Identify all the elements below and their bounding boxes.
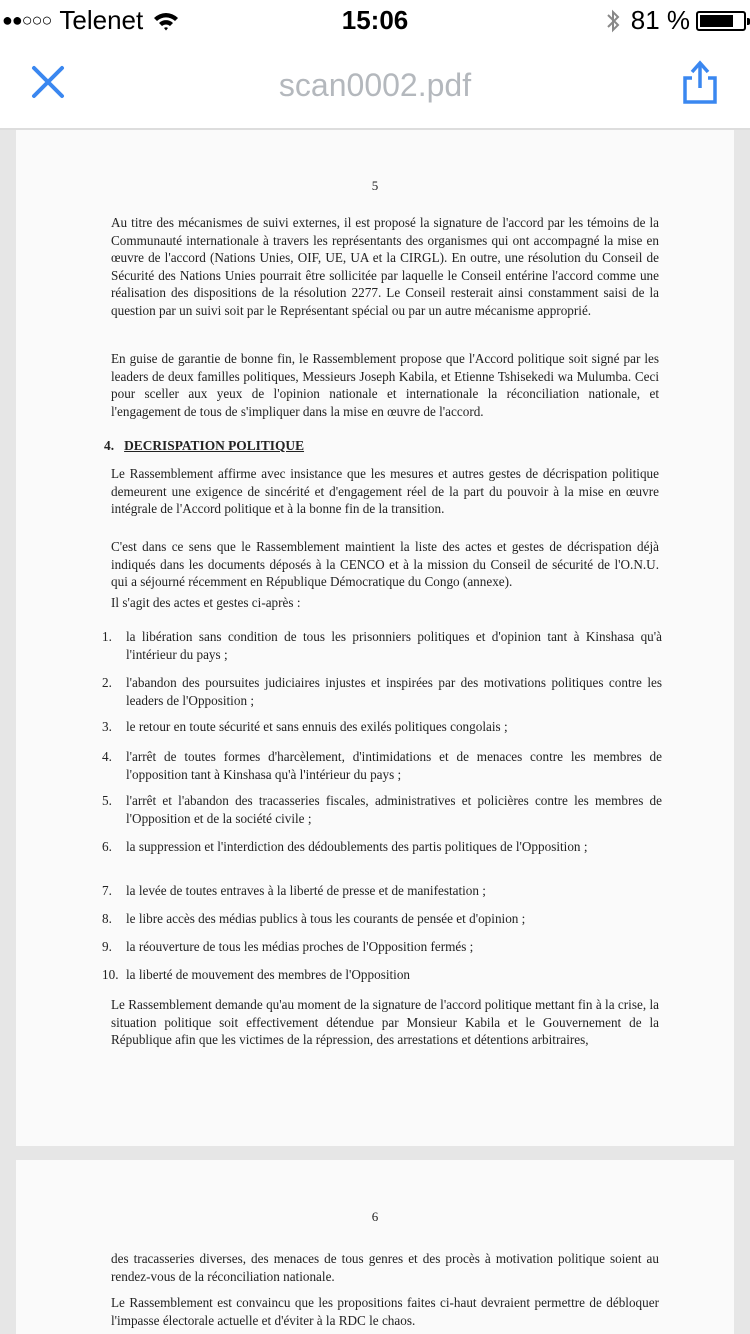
signal-strength-icon: ●●○○○ (2, 10, 52, 30)
list-item (102, 966, 662, 984)
list-item (102, 718, 662, 736)
status-time: 15:06 (341, 5, 409, 35)
paragraph: En guise de garantie de bonne fin, le Rassemblement propose que l'Accord politique soit signé par les leaders de deux familles politiques, Messieurs Joseph Kabila, et Etienne Tshisekedi wa Mulumba. Ceci pour sceller aux yeux de l'opinion nationale et internationale la réconciliation nationale, et l'engagement de tous de s'impliquer dans la mise en œuvre de l'accord. (111, 351, 659, 419)
list-number: 1. (102, 629, 112, 644)
list-text: la réouverture de tous les médias proches de l'Opposition fermés ; (126, 939, 474, 954)
list-number: 5. (102, 793, 112, 808)
bluetooth-icon (605, 8, 621, 34)
document-title: scan0002.pdf (278, 67, 472, 103)
list-item (102, 628, 662, 663)
list-item (102, 792, 662, 827)
section-number: 4. (104, 438, 115, 453)
list-item (102, 910, 662, 928)
section-heading (104, 437, 304, 455)
list-text: le libre accès des médias publics à tous les courants de pensée et d'opinion ; (126, 911, 526, 926)
carrier-name: Telenet (59, 5, 144, 35)
list-number: 3. (102, 719, 112, 734)
pdf-page-6 (16, 1160, 734, 1334)
list-item (102, 938, 662, 956)
list-item (102, 882, 662, 900)
paragraph: C'est dans ce sens que le Rassemblement maintient la liste des actes et gestes de décrispation déjà indiqués dans les documents déposés à la CENCO et à la mission du Conseil de sécurité de l'O.N.U. qui a séjourné récemment en République Démocratique du Congo (annexe). (111, 539, 659, 589)
paragraph: Il s'agit des actes et gestes ci-après : (111, 595, 301, 610)
list-item (102, 748, 662, 783)
paragraph: des tracasseries diverses, des menaces de tous genres et des procès à motivation politique soient au rendez-vous de la réconciliation nationale. (111, 1251, 659, 1284)
share-icon[interactable] (680, 60, 720, 106)
list-text: l'arrêt et l'abandon des tracasseries fiscales, administratives et policières contre les membres de l'Opposition et de la société civile ; (126, 793, 662, 826)
pdf-page-5 (16, 130, 734, 1146)
status-bar (0, 0, 750, 40)
battery-percent: 81 % (630, 5, 690, 35)
list-text: la levée de toutes entraves à la liberté de presse et de manifestation ; (126, 883, 486, 898)
battery-icon (696, 11, 746, 31)
list-text: le retour en toute sécurité et sans ennuis des exilés politiques congolais ; (126, 719, 508, 734)
list-item (102, 838, 662, 856)
navigation-bar (0, 40, 750, 130)
list-text: la libération sans condition de tous les prisonniers politiques et d'opinion tant à Kinshasa qu'à l'intérieur du pays ; (126, 629, 662, 662)
list-number: 7. (102, 883, 112, 898)
battery-level-fill (700, 15, 733, 27)
list-number: 2. (102, 675, 112, 690)
list-number: 4. (102, 749, 112, 764)
list-number: 10. (102, 967, 119, 982)
list-item (102, 674, 662, 709)
list-number: 9. (102, 939, 112, 954)
status-right (605, 5, 746, 36)
page-number: 6 (371, 1209, 379, 1224)
list-number: 8. (102, 911, 112, 926)
list-text: l'arrêt de toutes formes d'harcèlement, d'intimidations et de menaces contre les membres de l'opposition tant à Kinshasa qu'à l'intérieur du pays ; (126, 749, 662, 782)
list-text: l'abandon des poursuites judiciaires injustes et inspirées par des motivations politiques contre les leaders de l'Opposition ; (126, 675, 662, 708)
list-number: 6. (102, 839, 112, 854)
page-number: 5 (371, 178, 379, 193)
paragraph: Le Rassemblement demande qu'au moment de la signature de l'accord politique mettant fin à la crise, la situation politique soit effectivement détendue par Monsieur Kabila et le Gouvernement de la République afin que les victimes de la répression, des arrestations et détentions arbitraires, (111, 997, 659, 1047)
pdf-viewer[interactable] (0, 130, 750, 1334)
list-text: la liberté de mouvement des membres de l'Opposition (126, 967, 411, 982)
list-text: la suppression et l'interdiction des dédoublements des partis politiques de l'Opposition ; (126, 839, 588, 854)
paragraph: Le Rassemblement est convaincu que les propositions faites ci-haut devraient permettre de débloquer l'impasse électorale actuelle et d'éviter à la RDC le chaos. (111, 1295, 659, 1328)
section-title: DECRISPATION POLITIQUE (124, 438, 305, 453)
paragraph: Au titre des mécanismes de suivi externes, il est proposé la signature de l'accord par les témoins de la Communauté internationale à travers les représentants des organismes qui ont accompagné la mise en œuvre de l'accord (Nations Unies, OIF, UE, UA et la CIRGL). En outre, une résolution du Conseil de Sécurité des Nations Unies pourrait être sollicitée par laquelle le Conseil entérine l'accord comme une réalisation des dispositions de la résolution 2277. Le Conseil resterait ainsi constamment saisi de la question par un suivi soit par le Représentant spécial ou par un autre mécanisme approprié. (111, 215, 659, 318)
paragraph: Le Rassemblement affirme avec insistance que les mesures et autres gestes de décrispation politique demeurent une exigence de sincérité et d'engagement réel de la part du pouvoir à la mise en œuvre intégrale de l'Accord politique et à la bonne fin de la transition. (111, 466, 659, 516)
